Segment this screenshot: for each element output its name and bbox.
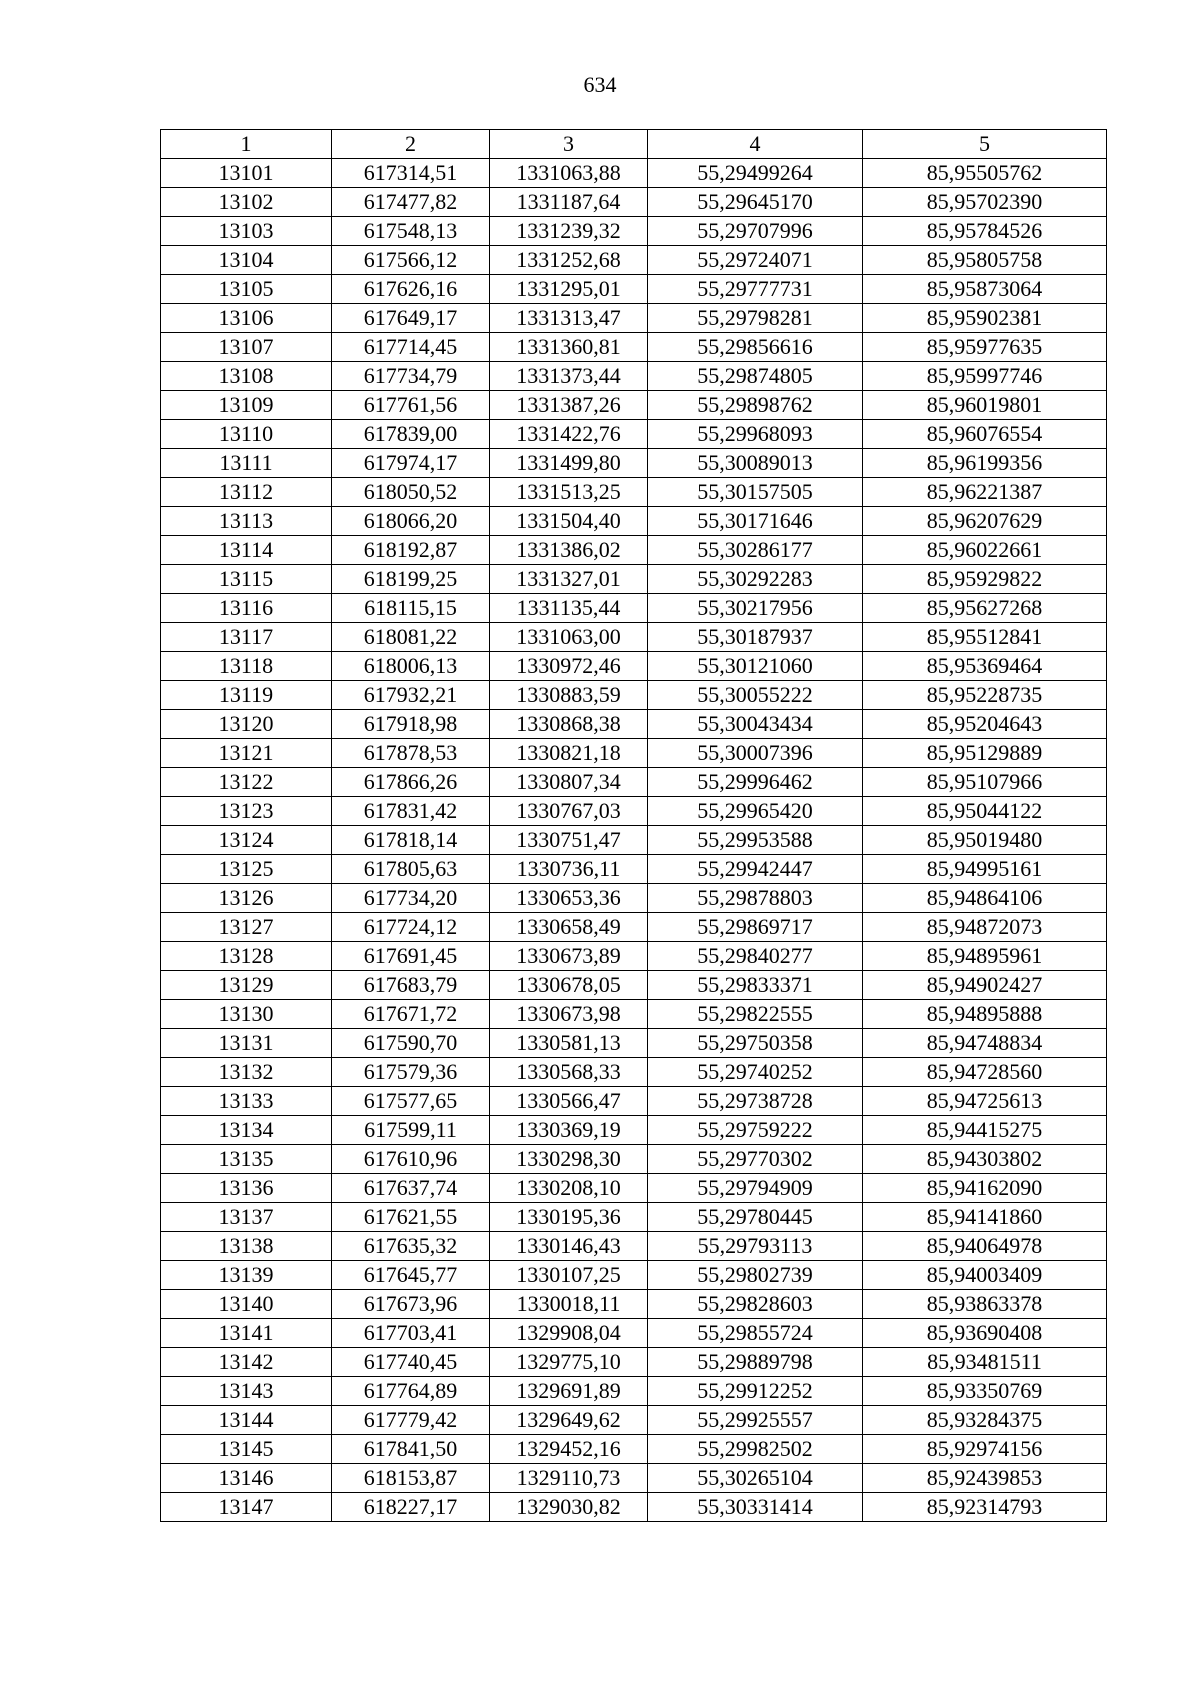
table-cell: 1330298,30	[490, 1145, 648, 1174]
table-cell: 55,29878803	[648, 884, 863, 913]
table-cell: 55,29780445	[648, 1203, 863, 1232]
table-cell: 85,95019480	[863, 826, 1107, 855]
table-cell: 55,29855724	[648, 1319, 863, 1348]
table-row	[161, 1000, 1107, 1029]
table-row	[161, 536, 1107, 565]
table-cell: 618066,20	[332, 507, 490, 536]
table-cell: 617831,42	[332, 797, 490, 826]
table-row	[161, 594, 1107, 623]
table-cell: 617314,51	[332, 159, 490, 188]
table-row	[161, 246, 1107, 275]
column-header: 1	[161, 130, 332, 159]
table-cell: 1330868,38	[490, 710, 648, 739]
table-cell: 1331239,32	[490, 217, 648, 246]
table-cell: 55,29912252	[648, 1377, 863, 1406]
table-cell: 1330581,13	[490, 1029, 648, 1058]
table-cell: 617671,72	[332, 1000, 490, 1029]
table-cell: 85,95512841	[863, 623, 1107, 652]
table-row	[161, 188, 1107, 217]
table-cell: 617779,42	[332, 1406, 490, 1435]
table-cell: 55,30007396	[648, 739, 863, 768]
table-cell: 85,92439853	[863, 1464, 1107, 1493]
table-cell: 1330883,59	[490, 681, 648, 710]
table-cell: 13135	[161, 1145, 332, 1174]
table-cell: 55,30187937	[648, 623, 863, 652]
table-cell: 617734,20	[332, 884, 490, 913]
table-cell: 55,29777731	[648, 275, 863, 304]
table-cell: 617740,45	[332, 1348, 490, 1377]
table-cell: 617566,12	[332, 246, 490, 275]
table-cell: 55,29840277	[648, 942, 863, 971]
table-cell: 617918,98	[332, 710, 490, 739]
table-row	[161, 1145, 1107, 1174]
table-cell: 55,30286177	[648, 536, 863, 565]
table-row	[161, 971, 1107, 1000]
table-cell: 85,94725613	[863, 1087, 1107, 1116]
table-cell: 1330821,18	[490, 739, 648, 768]
table-cell: 13146	[161, 1464, 332, 1493]
table-cell: 617599,11	[332, 1116, 490, 1145]
table-cell: 617841,50	[332, 1435, 490, 1464]
table-cell: 55,29942447	[648, 855, 863, 884]
table-row	[161, 333, 1107, 362]
table-cell: 1331373,44	[490, 362, 648, 391]
table-cell: 617637,74	[332, 1174, 490, 1203]
table-row	[161, 768, 1107, 797]
table-cell: 85,93284375	[863, 1406, 1107, 1435]
table-cell: 55,29898762	[648, 391, 863, 420]
table-cell: 617839,00	[332, 420, 490, 449]
table-cell: 85,95805758	[863, 246, 1107, 275]
table-cell: 13143	[161, 1377, 332, 1406]
table-cell: 617764,89	[332, 1377, 490, 1406]
table-row	[161, 1232, 1107, 1261]
table-cell: 85,95369464	[863, 652, 1107, 681]
table-cell: 1330678,05	[490, 971, 648, 1000]
table-cell: 1330208,10	[490, 1174, 648, 1203]
table-cell: 13115	[161, 565, 332, 594]
table-cell: 617974,17	[332, 449, 490, 478]
table-cell: 1330018,11	[490, 1290, 648, 1319]
table-cell: 1331063,00	[490, 623, 648, 652]
table-cell: 85,95129889	[863, 739, 1107, 768]
table-cell: 618227,17	[332, 1493, 490, 1522]
table-cell: 55,29822555	[648, 1000, 863, 1029]
table-row	[161, 710, 1107, 739]
table-cell: 617626,16	[332, 275, 490, 304]
table-cell: 55,30121060	[648, 652, 863, 681]
table-cell: 55,30171646	[648, 507, 863, 536]
table-cell: 55,29953588	[648, 826, 863, 855]
table-row	[161, 391, 1107, 420]
table-cell: 85,95204643	[863, 710, 1107, 739]
table-cell: 1330107,25	[490, 1261, 648, 1290]
table-cell: 85,94415275	[863, 1116, 1107, 1145]
table-cell: 85,95784526	[863, 217, 1107, 246]
header-row	[161, 130, 1107, 159]
table-cell: 1331504,40	[490, 507, 648, 536]
table-cell: 1329110,73	[490, 1464, 648, 1493]
table-cell: 55,29889798	[648, 1348, 863, 1377]
table-cell: 55,30089013	[648, 449, 863, 478]
table-cell: 617703,41	[332, 1319, 490, 1348]
table-cell: 617866,26	[332, 768, 490, 797]
table-cell: 618081,22	[332, 623, 490, 652]
table-cell: 13125	[161, 855, 332, 884]
table-cell: 1330972,46	[490, 652, 648, 681]
table-row	[161, 1116, 1107, 1145]
table-cell: 85,93863378	[863, 1290, 1107, 1319]
table-cell: 1330673,98	[490, 1000, 648, 1029]
table-cell: 85,96199356	[863, 449, 1107, 478]
table-cell: 13128	[161, 942, 332, 971]
table-cell: 13120	[161, 710, 332, 739]
table-cell: 617649,17	[332, 304, 490, 333]
table-row	[161, 1464, 1107, 1493]
table-cell: 1331360,81	[490, 333, 648, 362]
table-cell: 1330369,19	[490, 1116, 648, 1145]
table-cell: 55,29798281	[648, 304, 863, 333]
table-cell: 13101	[161, 159, 332, 188]
table-cell: 85,95929822	[863, 565, 1107, 594]
table-cell: 85,95702390	[863, 188, 1107, 217]
table-cell: 1331063,88	[490, 159, 648, 188]
table-cell: 1330673,89	[490, 942, 648, 971]
table-cell: 13122	[161, 768, 332, 797]
table-cell: 1330767,03	[490, 797, 648, 826]
table-row	[161, 942, 1107, 971]
table-row	[161, 1174, 1107, 1203]
table-cell: 617590,70	[332, 1029, 490, 1058]
table-cell: 618115,15	[332, 594, 490, 623]
coordinates-table	[160, 129, 1107, 1522]
table-cell: 13116	[161, 594, 332, 623]
table-cell: 85,92314793	[863, 1493, 1107, 1522]
table-cell: 13126	[161, 884, 332, 913]
table-cell: 13105	[161, 275, 332, 304]
table-cell: 85,96076554	[863, 420, 1107, 449]
table-cell: 13137	[161, 1203, 332, 1232]
table-cell: 13118	[161, 652, 332, 681]
table-cell: 55,30292283	[648, 565, 863, 594]
table-row	[161, 1203, 1107, 1232]
table-cell: 13108	[161, 362, 332, 391]
table-cell: 1331386,02	[490, 536, 648, 565]
table-row	[161, 855, 1107, 884]
table-cell: 13107	[161, 333, 332, 362]
table-cell: 617724,12	[332, 913, 490, 942]
column-header: 5	[863, 130, 1107, 159]
table-cell: 55,29982502	[648, 1435, 863, 1464]
table-cell: 85,94902427	[863, 971, 1107, 1000]
table-cell: 1331422,76	[490, 420, 648, 449]
table-cell: 13141	[161, 1319, 332, 1348]
table-cell: 85,94872073	[863, 913, 1107, 942]
table-cell: 85,93350769	[863, 1377, 1107, 1406]
table-cell: 1330146,43	[490, 1232, 648, 1261]
table-cell: 617477,82	[332, 188, 490, 217]
table-cell: 85,93481511	[863, 1348, 1107, 1377]
table-cell: 617645,77	[332, 1261, 490, 1290]
table-cell: 55,30055222	[648, 681, 863, 710]
table-row	[161, 623, 1107, 652]
table-cell: 617818,14	[332, 826, 490, 855]
table-cell: 618050,52	[332, 478, 490, 507]
table-cell: 617577,65	[332, 1087, 490, 1116]
table-cell: 13140	[161, 1290, 332, 1319]
table-cell: 85,95505762	[863, 159, 1107, 188]
table-cell: 55,29802739	[648, 1261, 863, 1290]
table-cell: 13103	[161, 217, 332, 246]
table-cell: 85,96022661	[863, 536, 1107, 565]
table-cell: 617714,45	[332, 333, 490, 362]
table-cell: 85,94995161	[863, 855, 1107, 884]
table-row	[161, 1290, 1107, 1319]
table-cell: 55,30265104	[648, 1464, 863, 1493]
table-row	[161, 507, 1107, 536]
table-cell: 1331187,64	[490, 188, 648, 217]
table-cell: 85,95873064	[863, 275, 1107, 304]
table-cell: 55,29965420	[648, 797, 863, 826]
table-cell: 13110	[161, 420, 332, 449]
table-cell: 1331135,44	[490, 594, 648, 623]
table-cell: 55,29856616	[648, 333, 863, 362]
table-cell: 55,29707996	[648, 217, 863, 246]
table-cell: 85,94895961	[863, 942, 1107, 971]
table-row	[161, 681, 1107, 710]
table-cell: 55,29770302	[648, 1145, 863, 1174]
table-cell: 85,95228735	[863, 681, 1107, 710]
table-cell: 13112	[161, 478, 332, 507]
table-cell: 85,92974156	[863, 1435, 1107, 1464]
table-cell: 617691,45	[332, 942, 490, 971]
table-cell: 85,94728560	[863, 1058, 1107, 1087]
table-cell: 85,95902381	[863, 304, 1107, 333]
table-row	[161, 797, 1107, 826]
table-cell: 13117	[161, 623, 332, 652]
table-cell: 13113	[161, 507, 332, 536]
table-cell: 85,96019801	[863, 391, 1107, 420]
table-cell: 13130	[161, 1000, 332, 1029]
table-cell: 13127	[161, 913, 332, 942]
table-cell: 85,94864106	[863, 884, 1107, 913]
table-row	[161, 1348, 1107, 1377]
table-cell: 1329649,62	[490, 1406, 648, 1435]
table-cell: 13102	[161, 188, 332, 217]
table-row	[161, 884, 1107, 913]
table-row	[161, 565, 1107, 594]
table-cell: 1329452,16	[490, 1435, 648, 1464]
column-header: 2	[332, 130, 490, 159]
table-cell: 618192,87	[332, 536, 490, 565]
table-cell: 1331387,26	[490, 391, 648, 420]
table-cell: 13129	[161, 971, 332, 1000]
table-row	[161, 217, 1107, 246]
table-row	[161, 1377, 1107, 1406]
table-cell: 1330736,11	[490, 855, 648, 884]
table-cell: 1330566,47	[490, 1087, 648, 1116]
table-cell: 13109	[161, 391, 332, 420]
table-row	[161, 1087, 1107, 1116]
table-row	[161, 1029, 1107, 1058]
table-cell: 13124	[161, 826, 332, 855]
table-cell: 617734,79	[332, 362, 490, 391]
table-cell: 1331252,68	[490, 246, 648, 275]
table-cell: 1330568,33	[490, 1058, 648, 1087]
table-cell: 55,29645170	[648, 188, 863, 217]
table-cell: 1330658,49	[490, 913, 648, 942]
table-cell: 55,29793113	[648, 1232, 863, 1261]
table-row	[161, 159, 1107, 188]
column-header: 3	[490, 130, 648, 159]
table-cell: 55,29833371	[648, 971, 863, 1000]
table-cell: 13142	[161, 1348, 332, 1377]
table-cell: 617621,55	[332, 1203, 490, 1232]
table-cell: 617635,32	[332, 1232, 490, 1261]
table-cell: 1329775,10	[490, 1348, 648, 1377]
table-cell: 1330751,47	[490, 826, 648, 855]
table-cell: 13114	[161, 536, 332, 565]
table-cell: 617805,63	[332, 855, 490, 884]
table-cell: 618006,13	[332, 652, 490, 681]
table-cell: 13104	[161, 246, 332, 275]
table-cell: 55,29869717	[648, 913, 863, 942]
table-cell: 55,30157505	[648, 478, 863, 507]
table-cell: 617548,13	[332, 217, 490, 246]
table-cell: 55,29996462	[648, 768, 863, 797]
table-cell: 1330195,36	[490, 1203, 648, 1232]
table-cell: 13123	[161, 797, 332, 826]
table-cell: 1329908,04	[490, 1319, 648, 1348]
table-cell: 55,29759222	[648, 1116, 863, 1145]
table-cell: 85,96221387	[863, 478, 1107, 507]
table-cell: 55,29968093	[648, 420, 863, 449]
table-cell: 1331513,25	[490, 478, 648, 507]
table-cell: 1331499,80	[490, 449, 648, 478]
table-cell: 85,94895888	[863, 1000, 1107, 1029]
table-cell: 13121	[161, 739, 332, 768]
table-cell: 85,94162090	[863, 1174, 1107, 1203]
table-row	[161, 1319, 1107, 1348]
table-cell: 1331327,01	[490, 565, 648, 594]
table-cell: 85,94141860	[863, 1203, 1107, 1232]
table-cell: 85,94064978	[863, 1232, 1107, 1261]
table-cell: 13139	[161, 1261, 332, 1290]
table-cell: 55,29794909	[648, 1174, 863, 1203]
table-cell: 55,29750358	[648, 1029, 863, 1058]
table-cell: 1330807,34	[490, 768, 648, 797]
table-cell: 55,29724071	[648, 246, 863, 275]
table-cell: 85,96207629	[863, 507, 1107, 536]
table-cell: 85,93690408	[863, 1319, 1107, 1348]
table-cell: 617579,36	[332, 1058, 490, 1087]
table-cell: 1331295,01	[490, 275, 648, 304]
table-row	[161, 420, 1107, 449]
table-cell: 55,30331414	[648, 1493, 863, 1522]
table-cell: 617610,96	[332, 1145, 490, 1174]
table-row	[161, 304, 1107, 333]
table-cell: 13106	[161, 304, 332, 333]
table-cell: 617932,21	[332, 681, 490, 710]
table-cell: 55,29740252	[648, 1058, 863, 1087]
column-header: 4	[648, 130, 863, 159]
table-row	[161, 652, 1107, 681]
table-cell: 13147	[161, 1493, 332, 1522]
table-row	[161, 1406, 1107, 1435]
table-row	[161, 275, 1107, 304]
table-row	[161, 1435, 1107, 1464]
table-row	[161, 478, 1107, 507]
table-cell: 13131	[161, 1029, 332, 1058]
table-cell: 617673,96	[332, 1290, 490, 1319]
table-cell: 85,94003409	[863, 1261, 1107, 1290]
table-cell: 13132	[161, 1058, 332, 1087]
table-cell: 85,95627268	[863, 594, 1107, 623]
table-cell: 13138	[161, 1232, 332, 1261]
table-cell: 55,29738728	[648, 1087, 863, 1116]
table-cell: 55,29925557	[648, 1406, 863, 1435]
table-cell: 1329030,82	[490, 1493, 648, 1522]
table-cell: 618153,87	[332, 1464, 490, 1493]
table-cell: 13119	[161, 681, 332, 710]
table-cell: 85,94303802	[863, 1145, 1107, 1174]
table-cell: 13144	[161, 1406, 332, 1435]
table-cell: 13134	[161, 1116, 332, 1145]
table-row	[161, 449, 1107, 478]
table-cell: 617761,56	[332, 391, 490, 420]
table-cell: 55,29828603	[648, 1290, 863, 1319]
table-row	[161, 1261, 1107, 1290]
table-cell: 55,29874805	[648, 362, 863, 391]
table-row	[161, 1058, 1107, 1087]
table-cell: 1329691,89	[490, 1377, 648, 1406]
table-cell: 13145	[161, 1435, 332, 1464]
table-cell: 55,30043434	[648, 710, 863, 739]
table-cell: 13133	[161, 1087, 332, 1116]
table-cell: 55,30217956	[648, 594, 863, 623]
table-cell: 13136	[161, 1174, 332, 1203]
table-cell: 1330653,36	[490, 884, 648, 913]
table-cell: 617878,53	[332, 739, 490, 768]
table-row	[161, 739, 1107, 768]
table-row	[161, 1493, 1107, 1522]
table-row	[161, 362, 1107, 391]
table-cell: 85,95997746	[863, 362, 1107, 391]
table-cell: 618199,25	[332, 565, 490, 594]
page-number: 634	[583, 72, 617, 97]
table-cell: 85,94748834	[863, 1029, 1107, 1058]
table-row	[161, 913, 1107, 942]
table-cell: 1331313,47	[490, 304, 648, 333]
table-cell: 85,95107966	[863, 768, 1107, 797]
table-row	[161, 826, 1107, 855]
table-cell: 85,95044122	[863, 797, 1107, 826]
table-cell: 617683,79	[332, 971, 490, 1000]
table-body	[161, 159, 1107, 1522]
table-cell: 55,29499264	[648, 159, 863, 188]
table-header	[161, 130, 1107, 159]
table-cell: 85,95977635	[863, 333, 1107, 362]
table-cell: 13111	[161, 449, 332, 478]
